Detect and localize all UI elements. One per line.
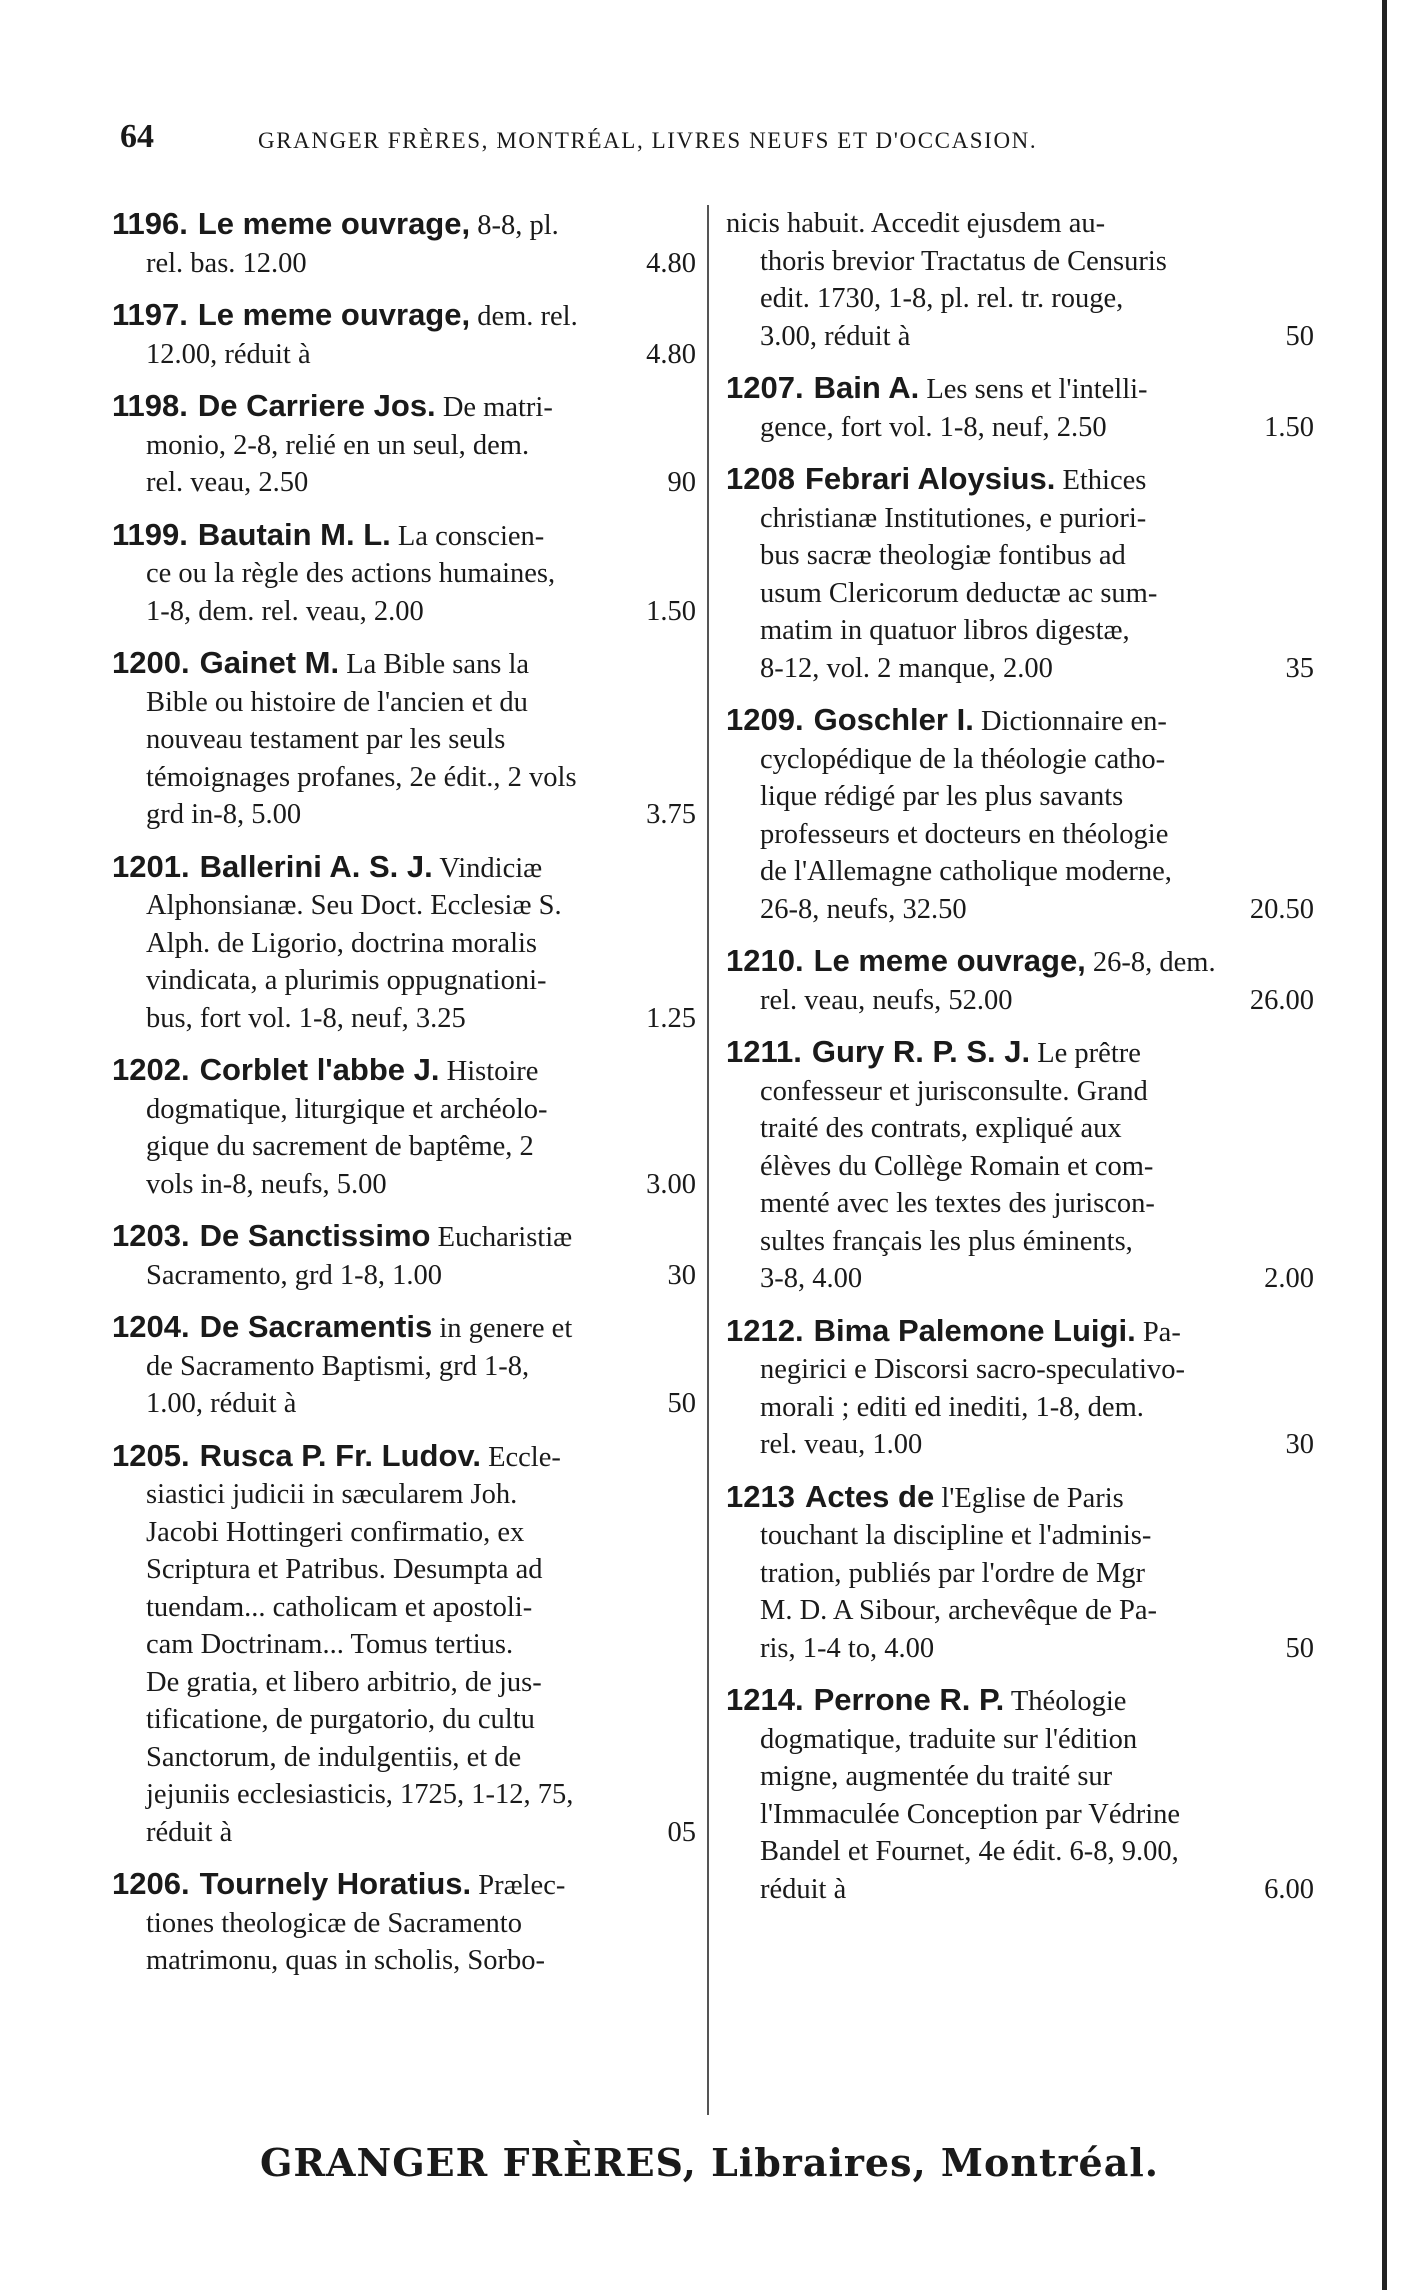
catalog-entry bbox=[112, 644, 700, 834]
entry-line bbox=[726, 1148, 1318, 1186]
entry-price: 1.50 bbox=[646, 595, 696, 627]
entry-text: témoignages profanes, 2e édit., 2 vols bbox=[146, 761, 577, 793]
entry-line bbox=[726, 612, 1318, 650]
entry-text: La conscien- bbox=[397, 520, 545, 552]
entry-line bbox=[112, 1000, 700, 1038]
entry-text: Histoire bbox=[446, 1056, 539, 1087]
entry-text: 12.00, réduit à bbox=[146, 338, 311, 370]
entry-line bbox=[112, 1437, 700, 1477]
entry-text: usum Clericorum deductæ ac sum- bbox=[760, 577, 1158, 609]
entry-text: tuendam... catholicam et apostoli- bbox=[146, 1591, 533, 1623]
entry-text: migne, augmentée du traité sur bbox=[760, 1761, 1113, 1792]
catalog-entry bbox=[112, 1051, 700, 1203]
entry-line bbox=[112, 1128, 700, 1166]
running-head: GRANGER FRÈRES, MONTRÉAL, LIVRES NEUFS ET D'OCCASION. bbox=[258, 128, 1038, 153]
entry-line bbox=[112, 1942, 700, 1980]
entry-price: 50 bbox=[667, 1388, 696, 1419]
entry-line bbox=[112, 427, 700, 465]
entry-line bbox=[112, 245, 700, 283]
page-edge-line bbox=[1382, 0, 1387, 2290]
entry-text: Pa- bbox=[1142, 1316, 1181, 1348]
entry-line bbox=[726, 1389, 1318, 1427]
entry-price: 6.00 bbox=[1264, 1873, 1314, 1905]
entry-line bbox=[112, 1739, 700, 1777]
entry-line bbox=[112, 684, 700, 722]
entry-line bbox=[112, 1865, 700, 1905]
entry-text: cam Doctrinam... Tomus tertius. bbox=[146, 1629, 514, 1660]
entry-text: sultes français les plus éminents, bbox=[760, 1225, 1133, 1257]
entry-line bbox=[726, 500, 1318, 538]
catalog-entry bbox=[726, 369, 1318, 446]
entry-text: de l'Allemagne catholique moderne, bbox=[760, 856, 1172, 887]
entry-number: 1199. bbox=[112, 516, 188, 552]
entry-text: christianæ Institutiones, e puriori- bbox=[760, 502, 1147, 534]
entry-title: Goschler I. bbox=[813, 702, 974, 737]
entry-text: 1-8, dem. rel. veau, 2.00 bbox=[146, 595, 424, 627]
entry-text: réduit à bbox=[146, 1816, 233, 1848]
entry-title: De Carriere Jos. bbox=[197, 388, 436, 423]
entry-text: negirici e Discorsi sacro-speculativo- bbox=[760, 1354, 1185, 1385]
entry-text: rel. veau, neufs, 52.00 bbox=[760, 984, 1013, 1016]
entry-text: matrimonu, quas in scholis, Sorbo- bbox=[146, 1945, 545, 1976]
entry-line bbox=[726, 1681, 1318, 1721]
entry-text: vindicata, a plurimis oppugnationi- bbox=[146, 965, 547, 996]
entry-text: in genere et bbox=[439, 1313, 573, 1344]
entry-line bbox=[112, 296, 700, 336]
entry-text: confesseur et jurisconsulte. Grand bbox=[760, 1075, 1148, 1107]
entry-line bbox=[726, 1351, 1318, 1389]
entry-text: 8-8, pl. bbox=[477, 210, 559, 241]
entry-text: rel. veau, 2.50 bbox=[146, 467, 309, 498]
entry-text: 26-8, dem. bbox=[1092, 947, 1216, 978]
entry-number: 1204. bbox=[112, 1309, 190, 1344]
entry-line bbox=[726, 982, 1318, 1020]
entry-text: De gratia, et libero arbitrio, de jus- bbox=[146, 1666, 542, 1698]
entry-line bbox=[112, 721, 700, 759]
entry-line bbox=[112, 1514, 700, 1552]
entry-price: 90 bbox=[667, 467, 696, 498]
entry-line bbox=[112, 1776, 700, 1814]
entry-text: dogmatique, traduite sur l'édition bbox=[760, 1723, 1138, 1755]
entry-text: Eucharistiæ bbox=[437, 1222, 573, 1253]
catalog-entry bbox=[726, 460, 1318, 687]
entry-number: 1201. bbox=[112, 848, 190, 884]
entry-price: 20.50 bbox=[1249, 893, 1314, 925]
catalog-entry bbox=[726, 942, 1318, 1019]
entry-price: 3.75 bbox=[646, 799, 696, 830]
entry-price: 4.80 bbox=[646, 247, 696, 279]
entry-text: lique rédigé par les plus savants bbox=[760, 781, 1124, 812]
entry-price: 1.25 bbox=[646, 1002, 696, 1034]
entry-line bbox=[726, 409, 1318, 447]
catalog-entry bbox=[112, 848, 700, 1038]
entry-title: Le meme ouvrage, bbox=[197, 297, 471, 332]
entry-title: Ballerini A. S. J. bbox=[199, 848, 433, 884]
catalog-entry bbox=[726, 701, 1318, 928]
entry-line bbox=[112, 555, 700, 593]
entry-line bbox=[112, 1476, 700, 1514]
entry-line bbox=[726, 537, 1318, 575]
entry-text: ce ou la règle des actions humaines, bbox=[146, 558, 556, 589]
entry-text: Le prêtre bbox=[1037, 1038, 1141, 1069]
entry-line bbox=[726, 205, 1318, 243]
entry-number: 1208 bbox=[726, 461, 795, 496]
column-divider bbox=[707, 205, 709, 2115]
entry-text: grd in-8, 5.00 bbox=[146, 799, 302, 830]
catalog-entry bbox=[112, 1437, 700, 1852]
entry-line bbox=[726, 701, 1318, 741]
entry-title: Le meme ouvrage, bbox=[197, 206, 471, 241]
entry-line bbox=[112, 962, 700, 1000]
entry-line bbox=[112, 848, 700, 888]
entry-text: Les sens et l'intelli- bbox=[926, 374, 1148, 405]
entry-line bbox=[726, 1555, 1318, 1593]
entry-number: 1205. bbox=[112, 1437, 190, 1473]
entry-line bbox=[112, 1551, 700, 1589]
entry-line bbox=[726, 369, 1318, 409]
entry-text: réduit à bbox=[760, 1873, 847, 1905]
entry-line bbox=[112, 1348, 700, 1386]
entry-title: Gainet M. bbox=[199, 645, 340, 680]
catalog-entry bbox=[112, 1865, 700, 1980]
entry-price: 50 bbox=[1285, 1632, 1314, 1664]
catalog-entry bbox=[112, 1217, 700, 1294]
entry-text: touchant la discipline et l'adminis- bbox=[760, 1520, 1152, 1551]
entry-line bbox=[726, 1871, 1318, 1909]
entry-text: monio, 2-8, relié en un seul, dem. bbox=[146, 429, 530, 461]
entry-text: vols in-8, neufs, 5.00 bbox=[146, 1168, 387, 1200]
entry-text: Scriptura et Patribus. Desumpta ad bbox=[146, 1554, 543, 1585]
entry-line bbox=[112, 387, 700, 427]
entry-price: 30 bbox=[1285, 1429, 1314, 1460]
entry-line bbox=[726, 1517, 1318, 1555]
entry-title: Tournely Horatius. bbox=[199, 1866, 472, 1901]
entry-line bbox=[726, 1758, 1318, 1796]
entry-text: Jacobi Hottingeri confirmatio, ex bbox=[146, 1516, 525, 1548]
entry-title: Perrone R. P. bbox=[813, 1682, 1005, 1717]
entry-line bbox=[726, 1260, 1318, 1298]
entry-text: 26-8, neufs, 32.50 bbox=[760, 893, 967, 925]
catalog-entry bbox=[112, 296, 700, 373]
entry-text: Prælec- bbox=[478, 1870, 566, 1901]
entry-text: jejuniis ecclesiasticis, 1725, 1-12, 75, bbox=[146, 1779, 574, 1810]
entry-line bbox=[726, 853, 1318, 891]
entry-text: l'Eglise de Paris bbox=[941, 1482, 1124, 1514]
entry-line bbox=[112, 644, 700, 684]
entry-number: 1211. bbox=[726, 1034, 802, 1069]
entry-title: Bain A. bbox=[813, 370, 920, 405]
entry-title: De Sanctissimo bbox=[199, 1218, 431, 1253]
entry-text: 3-8, 4.00 bbox=[760, 1263, 863, 1294]
entry-number: 1210. bbox=[726, 943, 804, 978]
entry-text: gence, fort vol. 1-8, neuf, 2.50 bbox=[760, 411, 1107, 443]
entry-line bbox=[726, 575, 1318, 613]
entry-line bbox=[112, 1589, 700, 1627]
entry-text: tiones theologicæ de Sacramento bbox=[146, 1907, 522, 1939]
entry-line bbox=[112, 336, 700, 374]
entry-price: 05 bbox=[667, 1816, 696, 1848]
catalog-entry bbox=[726, 1033, 1318, 1298]
entry-price: 50 bbox=[1285, 320, 1314, 352]
entry-text: Sanctorum, de indulgentiis, et de bbox=[146, 1741, 522, 1773]
catalog-entry bbox=[726, 1478, 1318, 1668]
entry-line bbox=[726, 1185, 1318, 1223]
entry-line bbox=[726, 1833, 1318, 1871]
entry-text: 3.00, réduit à bbox=[760, 320, 911, 352]
entry-number: 1202. bbox=[112, 1052, 190, 1087]
entry-line bbox=[112, 1166, 700, 1204]
entry-price: 26.00 bbox=[1249, 984, 1314, 1016]
entry-line bbox=[112, 887, 700, 925]
catalog-entry bbox=[726, 1681, 1318, 1908]
entry-text: morali ; editi ed inediti, 1-8, dem. bbox=[760, 1391, 1144, 1423]
entry-text: cyclopédique de la théologie catho- bbox=[760, 743, 1166, 775]
entry-title: Febrari Aloysius. bbox=[804, 461, 1056, 496]
entry-number: 1198. bbox=[112, 388, 188, 423]
entry-text: gique du sacrement de baptême, 2 bbox=[146, 1131, 534, 1162]
entry-line bbox=[112, 1626, 700, 1664]
entry-text: siastici judicii in sæcularem Joh. bbox=[146, 1479, 518, 1510]
entry-text: 8-12, vol. 2 manque, 2.00 bbox=[760, 652, 1053, 684]
catalog-entry bbox=[112, 516, 700, 631]
entry-line bbox=[726, 942, 1318, 982]
entry-text: Sacramento, grd 1-8, 1.00 bbox=[146, 1259, 443, 1291]
entry-number: 1196. bbox=[112, 206, 188, 241]
entry-number: 1197. bbox=[112, 297, 188, 332]
entry-line bbox=[112, 1091, 700, 1129]
entry-price: 30 bbox=[667, 1259, 696, 1291]
entry-line bbox=[112, 759, 700, 797]
entry-text: tration, publiés par l'ordre de Mgr bbox=[760, 1557, 1146, 1589]
catalog-entry bbox=[112, 387, 700, 502]
entry-text: rel. veau, 1.00 bbox=[760, 1429, 923, 1460]
entry-text: de Sacramento Baptismi, grd 1-8, bbox=[146, 1350, 530, 1382]
entry-text: nouveau testament par les seuls bbox=[146, 724, 506, 755]
entry-line bbox=[112, 1051, 700, 1091]
entry-text: menté avec les textes des juriscon- bbox=[760, 1188, 1155, 1219]
entry-number: 1214. bbox=[726, 1682, 804, 1717]
entry-text: Bible ou histoire de l'ancien et du bbox=[146, 686, 528, 718]
entry-text: Théologie bbox=[1010, 1686, 1127, 1717]
entry-line bbox=[726, 1592, 1318, 1630]
entry-line bbox=[726, 650, 1318, 688]
entry-line bbox=[112, 516, 700, 556]
entry-text: nicis habuit. Accedit ejusdem au- bbox=[726, 208, 1106, 239]
entry-line bbox=[726, 1478, 1318, 1518]
entry-number: 1203. bbox=[112, 1218, 190, 1253]
entry-text: matim in quatuor libros digestæ, bbox=[760, 615, 1130, 646]
entry-line bbox=[726, 816, 1318, 854]
entry-text: traité des contrats, expliqué aux bbox=[760, 1113, 1122, 1144]
catalog-entry bbox=[726, 1312, 1318, 1464]
entry-title: Bima Palemone Luigi. bbox=[813, 1312, 1136, 1348]
entry-number: 1212. bbox=[726, 1312, 804, 1348]
entry-line bbox=[726, 778, 1318, 816]
right-column bbox=[726, 205, 1318, 1922]
entry-line bbox=[112, 205, 700, 245]
entry-text: Dictionnaire en- bbox=[980, 706, 1167, 737]
entry-text: Bandel et Fournet, 4e édit. 6-8, 9.00, bbox=[760, 1836, 1179, 1867]
entry-line bbox=[726, 1721, 1318, 1759]
entry-line bbox=[726, 280, 1318, 318]
entry-text: ris, 1-4 to, 4.00 bbox=[760, 1632, 935, 1664]
entry-text: professeurs et docteurs en théologie bbox=[760, 818, 1169, 850]
entry-line bbox=[112, 925, 700, 963]
entry-text: 1.00, réduit à bbox=[146, 1388, 297, 1419]
entry-line bbox=[112, 1257, 700, 1295]
entry-line bbox=[726, 1110, 1318, 1148]
entry-line bbox=[112, 1701, 700, 1739]
entry-text: M. D. A Sibour, archevêque de Pa- bbox=[760, 1595, 1157, 1626]
entry-title: Le meme ouvrage, bbox=[813, 943, 1086, 978]
entry-price: 4.80 bbox=[646, 338, 696, 370]
entry-line bbox=[112, 1385, 700, 1423]
entry-price: 2.00 bbox=[1264, 1263, 1314, 1294]
entry-title: Rusca P. Fr. Ludov. bbox=[199, 1437, 481, 1473]
entry-line bbox=[726, 1033, 1318, 1073]
entry-line bbox=[112, 593, 700, 631]
entry-price: 35 bbox=[1285, 652, 1314, 684]
entry-number: 1207. bbox=[726, 370, 804, 405]
entry-text: bus sacræ theologiæ fontibus ad bbox=[760, 540, 1126, 571]
entry-text: edit. 1730, 1-8, pl. rel. tr. rouge, bbox=[760, 283, 1124, 314]
entry-line bbox=[726, 243, 1318, 281]
left-column bbox=[112, 205, 700, 1994]
entry-text: Ethices bbox=[1062, 465, 1147, 496]
entry-title: Corblet l'abbe J. bbox=[199, 1052, 440, 1087]
entry-line bbox=[726, 1426, 1318, 1464]
entry-title: Actes de bbox=[804, 1478, 935, 1514]
catalog-entry bbox=[112, 1308, 700, 1423]
entry-line bbox=[726, 1630, 1318, 1668]
entry-text: Alphonsianæ. Seu Doct. Ecclesiæ S. bbox=[146, 890, 562, 921]
entry-text: De matri- bbox=[442, 392, 553, 423]
entry-text: dem. rel. bbox=[477, 301, 578, 332]
entry-text: dogmatique, liturgique et archéolo- bbox=[146, 1093, 548, 1125]
entry-price: 1.50 bbox=[1264, 411, 1314, 443]
entry-line bbox=[726, 1223, 1318, 1261]
entry-line bbox=[112, 1308, 700, 1348]
entry-line bbox=[112, 1664, 700, 1702]
entry-line bbox=[112, 1905, 700, 1943]
entry-text: rel. bas. 12.00 bbox=[146, 247, 307, 279]
entry-line bbox=[726, 1796, 1318, 1834]
entry-number: 1200. bbox=[112, 645, 190, 680]
catalog-entry bbox=[726, 205, 1318, 355]
entry-text: thoris brevior Tractatus de Censuris bbox=[760, 245, 1167, 277]
entry-text: Vindiciæ bbox=[439, 852, 543, 884]
entry-line bbox=[726, 318, 1318, 356]
entry-line bbox=[726, 1312, 1318, 1352]
entry-line bbox=[112, 1814, 700, 1852]
entry-line bbox=[112, 796, 700, 834]
entry-text: Eccle- bbox=[488, 1441, 561, 1473]
entry-number: 1206. bbox=[112, 1866, 190, 1901]
entry-text: bus, fort vol. 1-8, neuf, 3.25 bbox=[146, 1002, 466, 1034]
entry-title: Gury R. P. S. J. bbox=[811, 1034, 1031, 1069]
entry-text: Alph. de Ligorio, doctrina moralis bbox=[146, 927, 537, 959]
catalog-entry bbox=[112, 205, 700, 282]
entry-title: De Sacramentis bbox=[199, 1309, 433, 1344]
entry-line bbox=[726, 891, 1318, 929]
footer-imprint: GRANGER FRÈRES, Libraires, Montréal. bbox=[259, 2140, 1159, 2185]
page-number: 64 bbox=[120, 118, 154, 155]
entry-number: 1209. bbox=[726, 702, 804, 737]
entry-text: élèves du Collège Romain et com- bbox=[760, 1150, 1154, 1182]
entry-line bbox=[112, 464, 700, 502]
entry-price: 3.00 bbox=[646, 1168, 696, 1200]
entry-text: La Bible sans la bbox=[346, 649, 530, 680]
entry-text: tificatione, de purgatorio, du cultu bbox=[146, 1704, 535, 1735]
entry-title: Bautain M. L. bbox=[197, 516, 391, 552]
entry-line bbox=[726, 460, 1318, 500]
entry-line bbox=[726, 1073, 1318, 1111]
entry-line bbox=[726, 741, 1318, 779]
entry-number: 1213 bbox=[726, 1478, 795, 1514]
entry-line bbox=[112, 1217, 700, 1257]
entry-text: l'Immaculée Conception par Védrine bbox=[760, 1798, 1181, 1830]
